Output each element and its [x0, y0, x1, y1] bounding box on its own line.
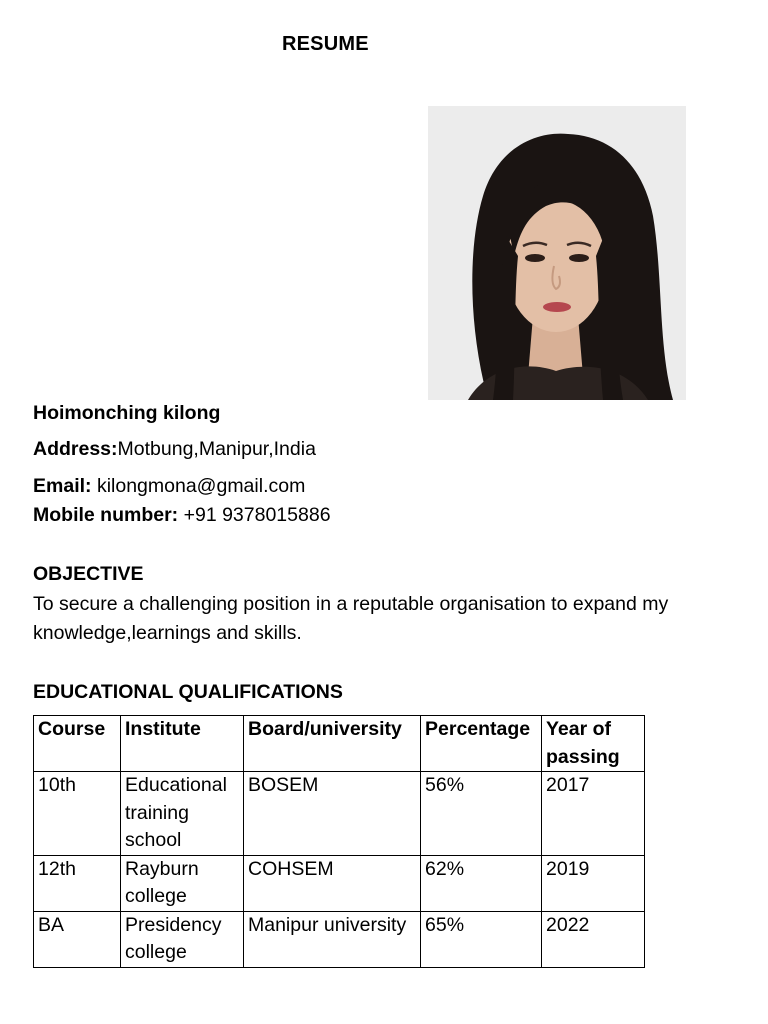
table-cell: 12th — [34, 855, 121, 911]
applicant-name: Hoimonching kilong — [33, 402, 221, 424]
address-line — [33, 438, 316, 461]
mobile-line — [33, 504, 331, 527]
education-table — [33, 715, 645, 968]
header-percentage: Percentage — [421, 716, 542, 772]
table-row — [34, 772, 645, 856]
objective-heading: OBJECTIVE — [33, 563, 144, 585]
table-cell: BA — [34, 911, 121, 967]
profile-photo — [428, 106, 686, 400]
table-row — [34, 855, 645, 911]
header-institute: Institute — [121, 716, 244, 772]
table-cell: BOSEM — [244, 772, 421, 856]
table-header-row — [34, 716, 645, 772]
address-label: Address: — [33, 438, 118, 460]
table-cell: Manipur university — [244, 911, 421, 967]
email-value: kilongmona@gmail.com — [91, 475, 306, 497]
table-cell: 2017 — [542, 772, 645, 856]
table-row — [34, 911, 645, 967]
objective-text: To secure a challenging position in a reputable organisation to expand my knowledge,learnings and skills. — [33, 593, 669, 644]
table-cell: 62% — [421, 855, 542, 911]
mobile-value: +91 9378015886 — [178, 504, 331, 526]
table-cell: 56% — [421, 772, 542, 856]
table-cell: Rayburn college — [121, 855, 244, 911]
document-title: RESUME — [282, 33, 369, 55]
table-cell: 10th — [34, 772, 121, 856]
table-cell: Presidency college — [121, 911, 244, 967]
table-cell: Educational training school — [121, 772, 244, 856]
table-cell: 2019 — [542, 855, 645, 911]
address-value: Motbung,Manipur,India — [117, 438, 316, 460]
table-cell: 2022 — [542, 911, 645, 967]
header-year: Year of passing — [542, 716, 645, 772]
email-label: Email: — [33, 475, 92, 497]
table-cell: COHSEM — [244, 855, 421, 911]
table-cell: 65% — [421, 911, 542, 967]
email-line — [33, 475, 305, 498]
header-board: Board/university — [244, 716, 421, 772]
education-heading: EDUCATIONAL QUALIFICATIONS — [33, 681, 343, 703]
header-course: Course — [34, 716, 121, 772]
mobile-label: Mobile number: — [33, 504, 179, 526]
